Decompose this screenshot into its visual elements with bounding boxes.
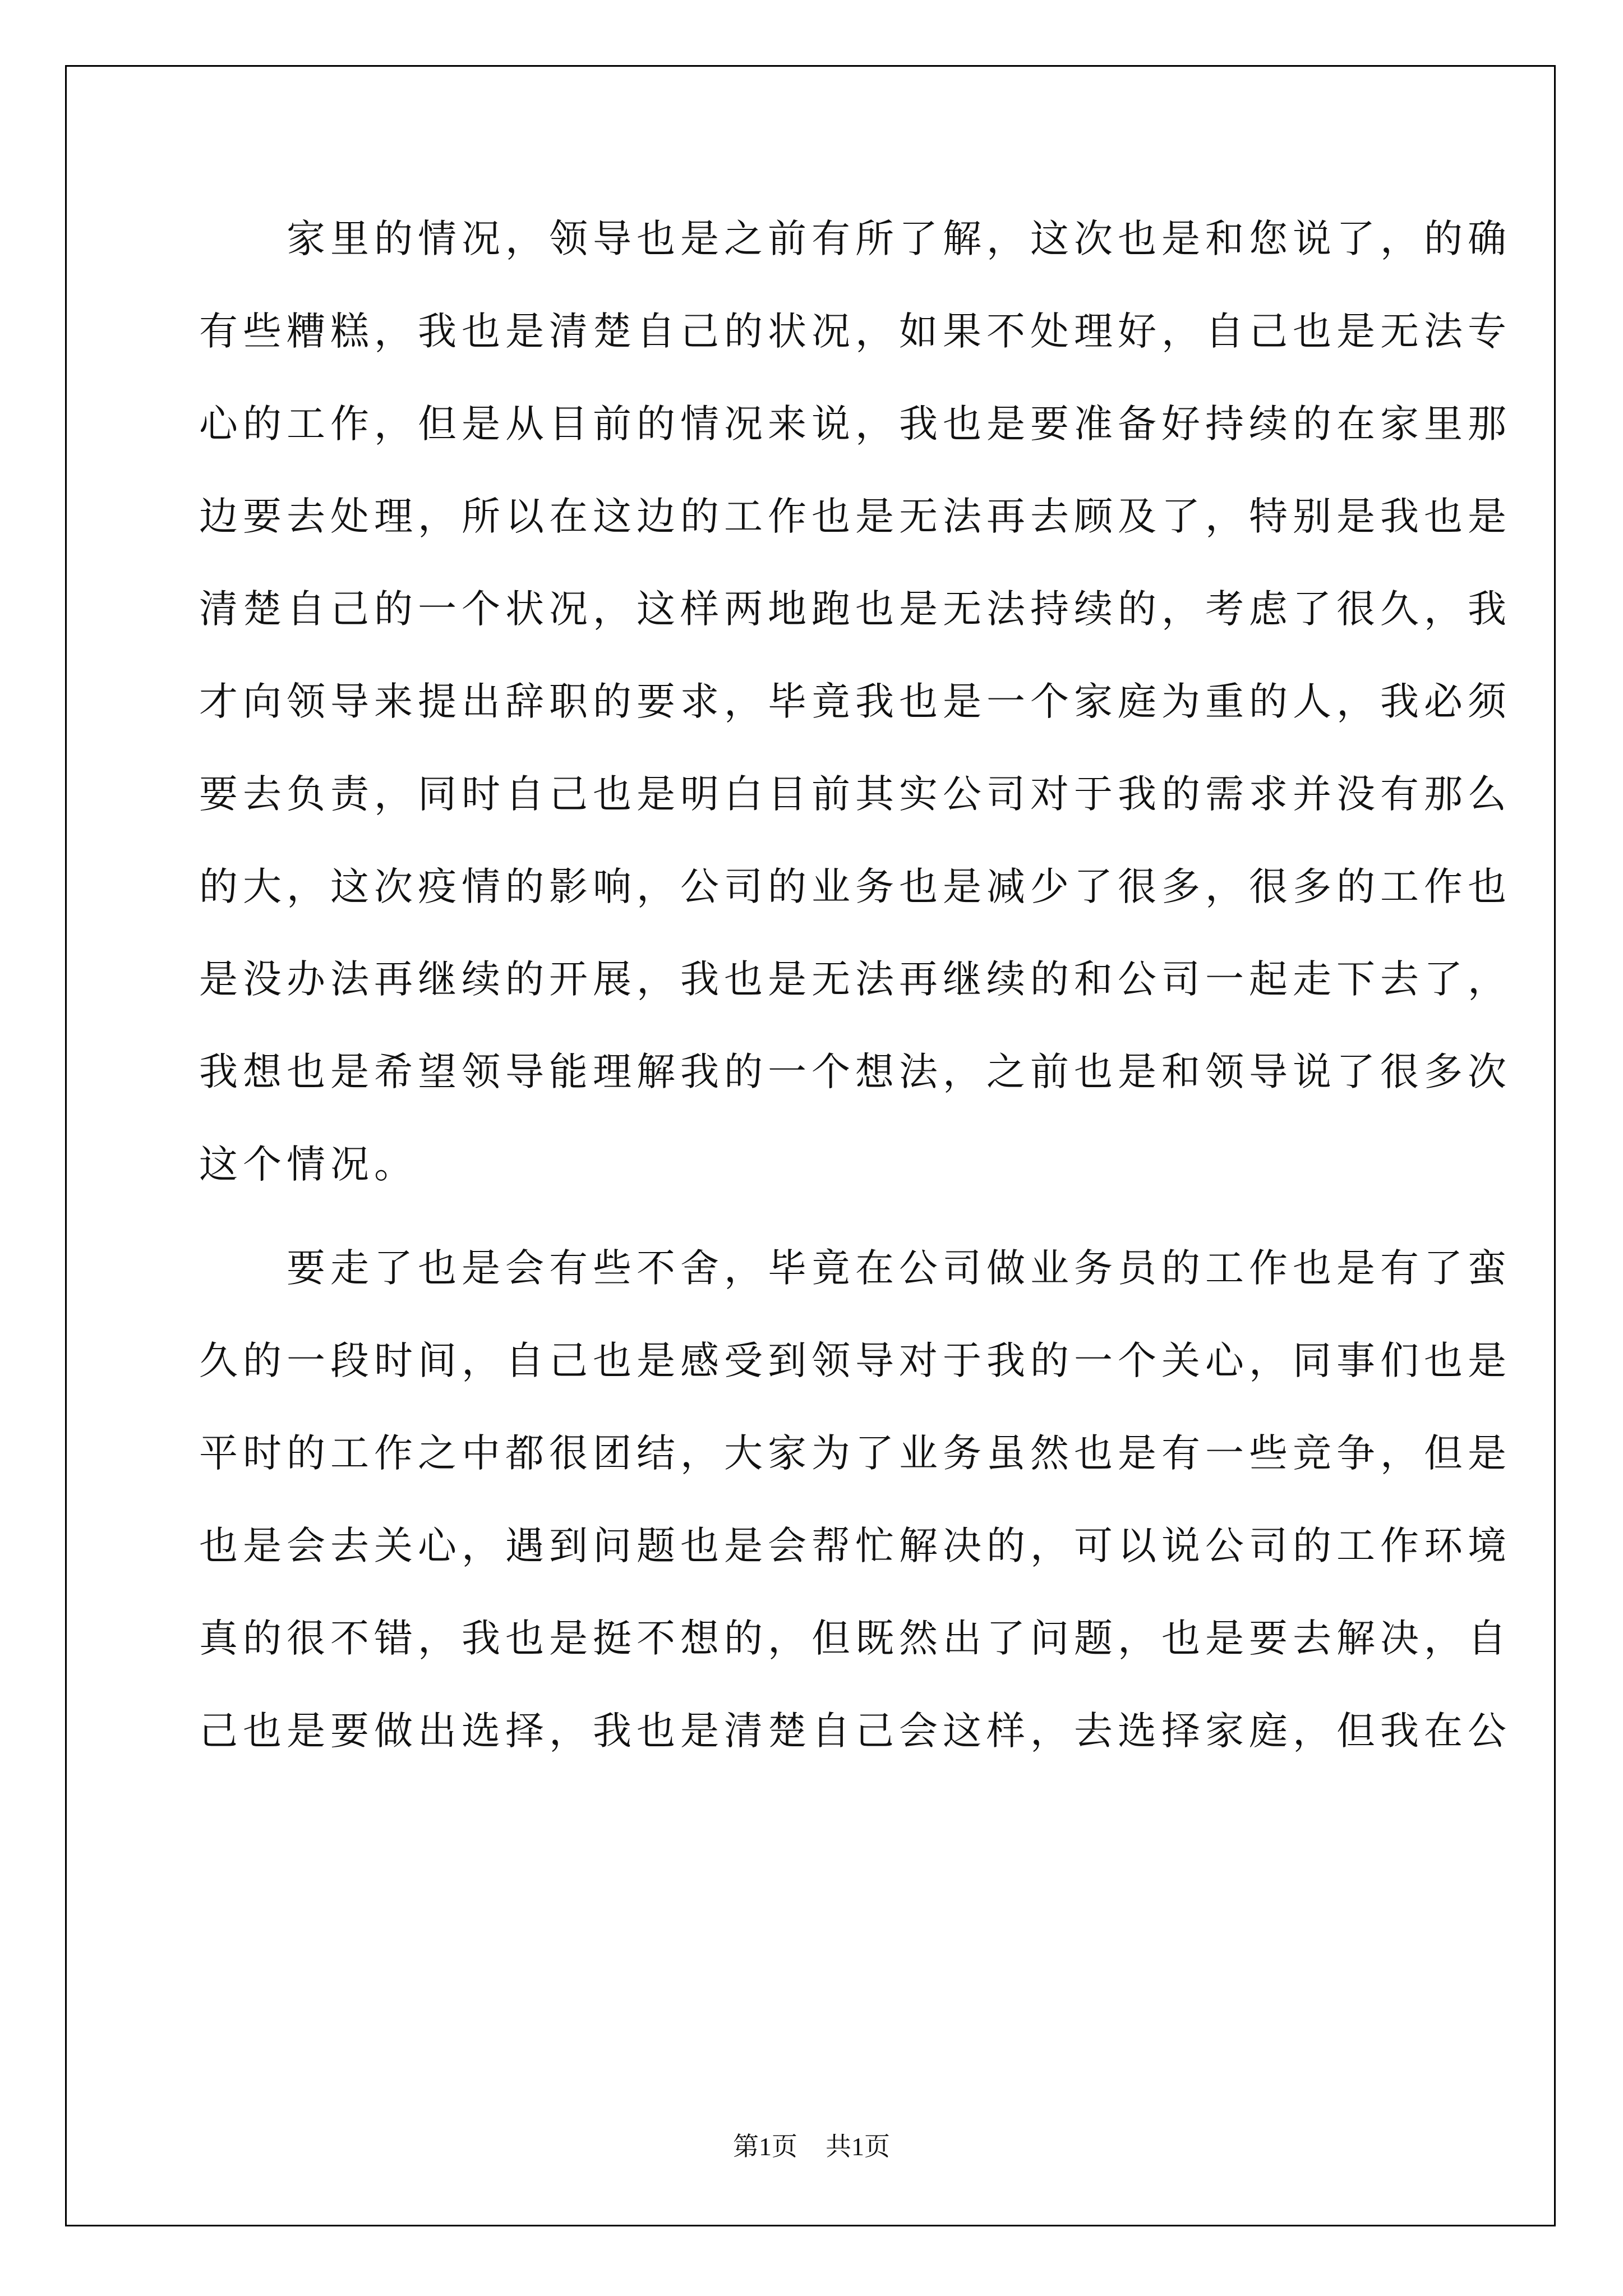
paragraph-2-line-1: 要走了也是会有些不舍，毕竟在公司做业务员的工作也是有了蛮 xyxy=(287,1246,1511,1291)
document-body xyxy=(199,217,1511,1805)
paragraph-1-line-8: 的大，这次疫情的影响，公司的业务也是减少了很多，很多的工作也 xyxy=(199,864,1511,909)
paragraph-1-line-10: 我想也是希望领导能理解我的一个想法，之前也是和领导说了很多次 xyxy=(199,1050,1511,1094)
page-footer xyxy=(0,2126,1623,2163)
paragraph-1-line-4: 边要去处理，所以在这边的工作也是无法再去顾及了，特别是我也是 xyxy=(199,494,1511,539)
paragraph-1-line-2: 有些糟糕，我也是清楚自己的状况，如果不处理好，自己也是无法专 xyxy=(199,309,1511,354)
total-pages-label: 共1页 xyxy=(826,2132,890,2161)
paragraph-1-line-7: 要去负责，同时自己也是明白目前其实公司对于我的需求并没有那么 xyxy=(199,772,1511,817)
paragraph-2-line-3: 平时的工作之中都很团结，大家为了业务虽然也是有一些竞争，但是 xyxy=(199,1431,1511,1476)
paragraph-2-line-2: 久的一段时间，自己也是感受到领导对于我的一个关心，同事们也是 xyxy=(199,1338,1511,1383)
paragraph-2-line-5: 真的很不错，我也是挺不想的，但既然出了问题，也是要去解决，自 xyxy=(199,1616,1511,1661)
paragraph-1-line-3: 心的工作，但是从目前的情况来说，我也是要准备好持续的在家里那 xyxy=(199,402,1511,447)
paragraph-1-line-11: 这个情况。 xyxy=(199,1142,418,1187)
page-number-label: 第1页 xyxy=(733,2132,797,2161)
paragraph-1-line-9: 是没办法再继续的开展，我也是无法再继续的和公司一起走下去了， xyxy=(199,957,1511,1002)
paragraph-2-line-4: 也是会去关心，遇到问题也是会帮忙解决的，可以说公司的工作环境 xyxy=(199,1524,1511,1568)
paragraph-1-line-5: 清楚自己的一个状况，这样两地跑也是无法持续的，考虑了很久，我 xyxy=(199,587,1511,632)
paragraph-1-line-6: 才向领导来提出辞职的要求，毕竟我也是一个家庭为重的人，我必须 xyxy=(199,679,1511,724)
paragraph-1-line-1: 家里的情况，领导也是之前有所了解，这次也是和您说了，的确 xyxy=(287,217,1511,261)
paragraph-2-line-6: 己也是要做出选择，我也是清楚自己会这样，去选择家庭，但我在公 xyxy=(199,1709,1511,1754)
